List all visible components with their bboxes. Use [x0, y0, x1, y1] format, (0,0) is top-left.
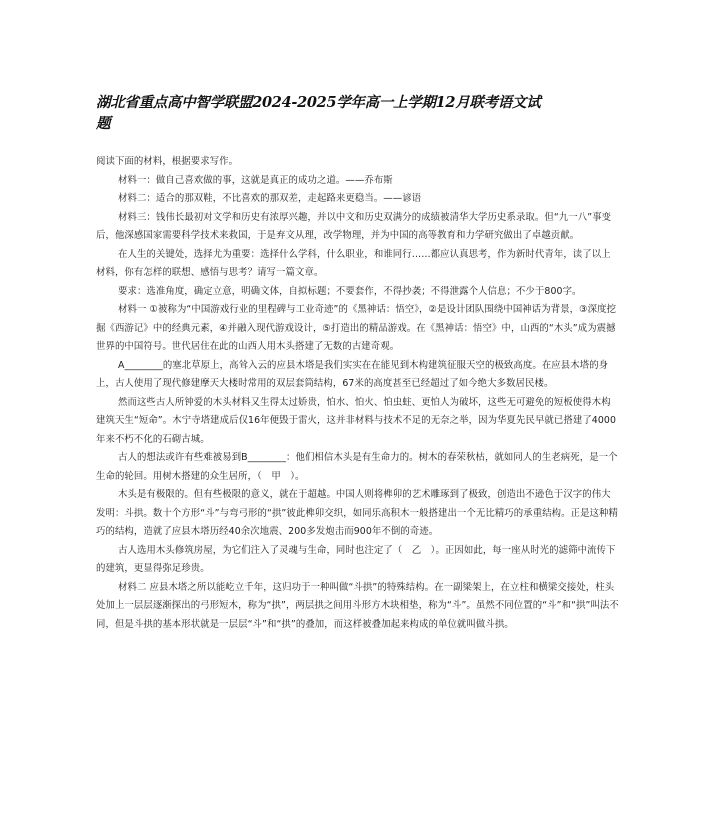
body-paragraph: 要求：选准角度，确定立意，明确文体，自拟标题；不要套作，不得抄袭；不得泄露个人信息；不少于800字。 [118, 285, 582, 297]
body-paragraph: 古人的想法或许有些难被易到B________：他们相信木头是有生命力的。树木的春荣秋枯，就如同人的生老病死，是一个生命的轮回。用树木搭建的众生居所，（ 甲 ）。 [96, 452, 618, 482]
body-paragraph: 然而这些古人所钟爱的木头材料又生得太过娇贵，怕水、怕火、怕虫蛀、更怕人为破坏，这些无可避免的短板使得木构建筑天生“短命”。木宁寺塔建成后仅16年便毁于雷火，这并非材料与技术不足的无奈之举，因为华夏先民早就已搭建了4000年来不朽不化的石砌古城。 [96, 396, 617, 445]
body-paragraph: 材料二 应县木塔之所以能屹立千年，这归功于一种叫做“斗拱”的特殊结构。在一副梁架上，在立柱和横梁交接处，柱头处加上一层层逐渐探出的弓形短木，称为“拱”，两层拱之间用斗形方木块相垫，称为“斗”。虽然不同位置的“斗”和“拱”叫法不同，但是斗拱的基本形状就是一层层“斗”和“拱”的叠加，而这样被叠加起来构成的单位就叫做斗拱。 [96, 581, 619, 630]
body-paragraph: 古人选用木头修筑房屋，为它们注入了灵魂与生命，同时也注定了（ 乙 ）。正因如此，每一座从时光的滤筛中流传下的建筑，更显得弥足珍贵。 [96, 544, 616, 574]
body-paragraph: 材料三：钱伟长最初对文学和历史有浓厚兴趣，并以中文和历史双满分的成绩被清华大学历史系录取。但“九一八”事变后，他深感国家需要科学技术来救国，于是弃文从理，改学物理，并为中国的高等教育和力学研究做出了卓越贡献。 [96, 211, 612, 241]
body-paragraph: 阅读下面的材料，根据要求写作。 [96, 156, 239, 167]
body-paragraph: 在人生的关键处，选择尤为重要：选择什么学科，什么职业，和谁同行……都应认真思考，作为新时代青年，读了以上材料，你有怎样的联想、感悟与思考？请写一篇文章。 [96, 248, 611, 278]
body-paragraph: 材料一：做自己喜欢做的事，这就是真正的成功之道。——乔布斯 [118, 174, 393, 186]
document-title: 湖北省重点高中智学联盟2024-2025学年高一上学期12月联考语文试题 [96, 94, 541, 132]
body-paragraph: 材料二：适合的那双鞋，不比喜欢的那双差，走起路来更稳当。——谚语 [118, 193, 422, 204]
body-paragraph: 材料一 ①被称为“中国游戏行业的里程碑与工业奇迹”的《黑神话：悟空》，②是设计团队围绕中国神话为背景，③深度挖掘《西游记》中的经典元素，④并融入现代游戏设计，⑤打造出的精品游戏。在《黑神话：悟空》中，山西的“木头”成为震撼世界的中国符号。世代居住在此的山西人用木头搭建了无数的古建奇观。 [96, 304, 617, 352]
document-body [96, 153, 620, 634]
body-paragraph: 木头是有极限的。但有些极限的意义，就在于超越。中国人则将榫卯的艺术雕琢到了极致，创造出不逊色于汉字的伟大发明：斗拱。数十个方形“斗”与弯弓形的“拱”彼此榫卯交织，如同乐高积木一般搭建出一个无比精巧的承重结构。正是这种精巧的结构，造就了应县木塔历经40余次地震、200多发炮击而900年不倒的奇迹。 [96, 489, 619, 537]
body-paragraph: A________的塞北草原上，高耸入云的应县木塔是我们实实在在能见到木构建筑征服天空的极致高度。在应县木塔的身上，古人使用了现代修建摩天大楼时常用的双层套筒结构，67米的高度甚至已经超过了如今绝大多数居民楼。 [96, 359, 609, 389]
